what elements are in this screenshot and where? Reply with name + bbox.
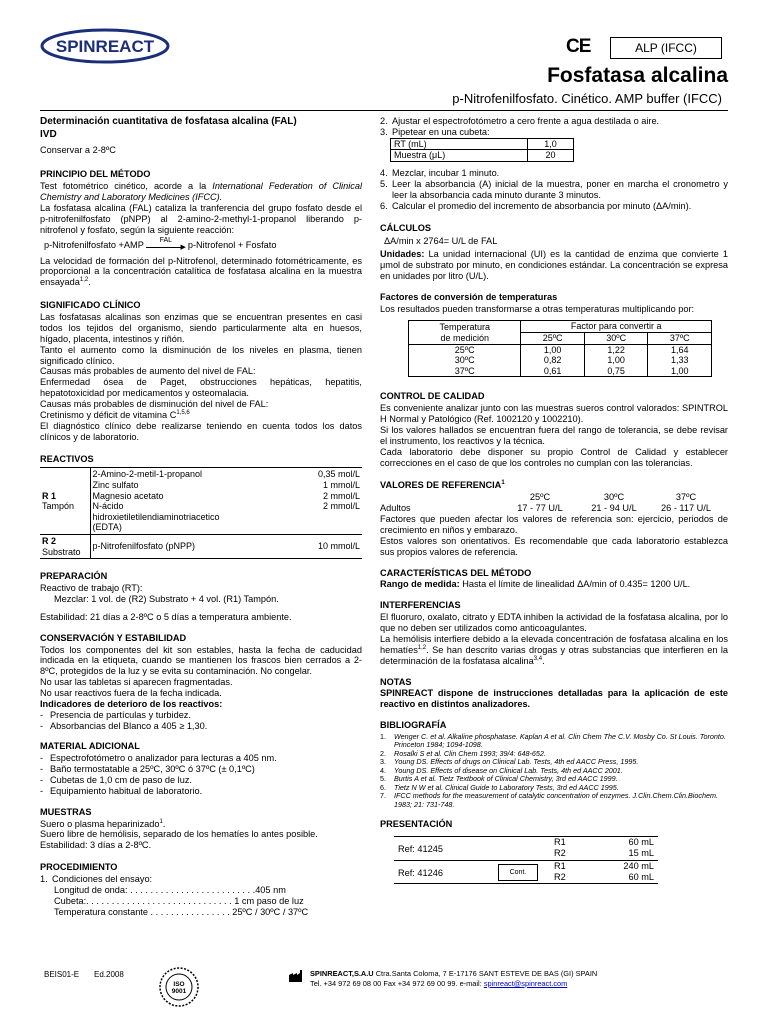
- interf-text: La hemólisis interfiere debido a la elevada concentración de fosfatasa alcalina en los hematíes: [380, 633, 728, 655]
- contact-line: [310, 979, 597, 989]
- list-item: [380, 201, 728, 212]
- arrow-line: [146, 247, 182, 248]
- kit-volume: 60 mL: [628, 872, 654, 883]
- kit-line: [554, 872, 654, 883]
- list-item: [380, 127, 728, 138]
- table-cell: 30ºC: [409, 355, 521, 366]
- control-title: CONTROL DE CALIDAD: [380, 391, 485, 402]
- cont-box: Cont.: [498, 864, 538, 881]
- list-item: - Cubetas de 1,0 cm de paso de luz.: [40, 775, 362, 786]
- r2-cell: [40, 535, 90, 559]
- ref-sup: 3,4: [533, 655, 543, 662]
- conversion-title: Factores de conversión de temperaturas: [380, 291, 558, 302]
- table-row: [394, 837, 658, 861]
- interf-text: . Se han descrito varias drogas y otras substancias que interfieren en la determinación de la fosfatasa alcalina: [380, 644, 728, 666]
- table-cell: Muestra (μL): [391, 150, 528, 162]
- table-cell: 37ºC: [409, 366, 521, 377]
- list-item: [380, 168, 728, 179]
- conservacion-title: CONSERVACIÓN Y ESTABILIDAD: [40, 632, 187, 643]
- table-cell: 1,00: [648, 366, 712, 377]
- svg-text:ISO: ISO: [173, 981, 185, 988]
- ref-sup: 1: [501, 480, 505, 487]
- calculos-title: CÁLCULOS: [380, 223, 432, 234]
- iso-seal-icon: [158, 966, 200, 1008]
- kit-contents: [554, 837, 654, 859]
- bibliography-list: [380, 733, 728, 809]
- table-header: 30ºC: [584, 333, 648, 345]
- list-item: - Presencia de partículas y turbidez.: [40, 710, 362, 721]
- referencia-p1: Factores que pueden afectar los valores de referencia son: ejercicio, periodos de crecimiento en niños y embarazo.: [380, 514, 728, 535]
- table-row: [391, 138, 574, 150]
- interferencias-p2: [380, 634, 728, 667]
- table-cell: 1,00: [521, 344, 585, 355]
- list-item: 3. Young DS. Effects of drugs on Clinical Lab. Tests, 4th ed AACC Press, 1995.: [380, 757, 639, 767]
- table-cell: 1,33: [648, 355, 712, 366]
- reaction-left: p-Nitrofenilfosfato +AMP: [44, 240, 144, 251]
- header-rule: [40, 110, 728, 111]
- ref-temp: 30ºC: [603, 492, 625, 503]
- table-cell: 0,75: [584, 366, 648, 377]
- clinico-p3: Causas más probables de aumento del nivel de FAL:: [40, 366, 256, 377]
- control-p2: Si los valores hallados se encuentran fuera del rango de tolerancia, se debe revisar el instrumento, los reactivos y la técnica.: [380, 425, 728, 446]
- procedure-list: [40, 874, 362, 885]
- reactivos-title: REACTIVOS: [40, 454, 94, 465]
- kit-reagent: R2: [554, 872, 566, 883]
- step-text: Condiciones del ensayo:: [52, 874, 153, 885]
- list-item: - Absorbancias del Blanco a 405 ≥ 1,30.: [40, 721, 362, 732]
- table-row: [409, 355, 712, 366]
- interferencias-p1: El fluoruro, oxalato, citrato y EDTA inhiben la actividad de la fosfatasa alcalina, por lo que no deben ser utilizados como anticoagulantes.: [380, 612, 728, 633]
- muestras-l1: Suero o plasma heparinizado$^1$.: [40, 818, 166, 829]
- notas-title: NOTAS: [380, 676, 412, 687]
- list-item: [380, 116, 728, 127]
- muestras-l3: Estabilidad: 3 días a 2-8ºC.: [40, 840, 152, 851]
- kit-reagent: R1: [554, 861, 566, 872]
- component: hidroxietiletilendiaminotriacetico: [92, 511, 220, 522]
- ref-text: Young DS. Effects of disease on Clinical Lab. Tests, 4th ed AACC 2001.: [394, 765, 623, 775]
- r1-components: [90, 468, 292, 535]
- ref-sup: 1,2: [417, 644, 427, 651]
- right-column: [380, 116, 728, 884]
- step-text: Mezclar, incubar 1 minuto.: [392, 167, 500, 178]
- procedure-list-cont: [380, 116, 728, 138]
- ref-temp: 25ºC: [529, 492, 551, 503]
- clinico-p2: Tanto el aumento como la disminución de los niveles en plasma, tienen significado clínico.: [40, 344, 362, 366]
- component: Zinc sulfato: [92, 479, 139, 490]
- condition-line: Cubeta:. . . . . . . . . . . . . . . . . . . . . . . . . . . . . 1 cm paso de luz: [54, 895, 304, 906]
- concentration: 2 mmol/L: [322, 501, 360, 512]
- referencia-p2: Estos valores son orientativos. Es recomendable que cada laboratorio establezca sus propios valores de referencia.: [380, 535, 728, 557]
- kit-line: [554, 837, 654, 848]
- table-cell: 1,00: [584, 355, 648, 366]
- concentration: 0,35 mol/L: [317, 469, 360, 480]
- company-address: Ctra.Santa Coloma, 7 E-17176 SANT ESTEVE DE BAS (GI) SPAIN: [373, 969, 598, 978]
- storage-text: Conservar a 2-8ºC: [40, 144, 116, 155]
- principio-p3: La velocidad de formación del p-Nitrofenol, determinado fotométricamente, es proporcional a la concentración catalítica de fosfatasa alcalina en la muestra ensayada$^{1,2}$.: [40, 255, 362, 288]
- units-text: [380, 249, 728, 282]
- doc-subtitle: p-Nitrofenilfosfato. Cinético. AMP buffer (IFCC): [452, 91, 722, 106]
- notas-text: SPINREACT dispone de instrucciones detalladas para la aplicación de este reactivo en distintos analizadores.: [380, 688, 728, 710]
- kit-contents: [554, 861, 654, 883]
- presentation-table: [394, 836, 658, 884]
- footer-address: [310, 969, 597, 988]
- product-code: ALP (IFCC): [610, 37, 722, 59]
- table-cell: 0,82: [521, 355, 585, 366]
- rango-label: Rango de medida:: [380, 579, 460, 590]
- doc-title: Fosfatasa alcalina: [547, 64, 728, 87]
- caracteristicas-text: [380, 579, 728, 590]
- ref-sup: 1,5,6: [176, 409, 190, 416]
- kit-line: [554, 848, 654, 859]
- reagents-table: [40, 467, 362, 559]
- logo-text: SPINREACT: [55, 37, 155, 56]
- spinreact-logo: [40, 28, 170, 64]
- procedure-list-cont2: [380, 168, 728, 211]
- email-link[interactable]: spinreact@spinreact.com: [483, 978, 568, 988]
- conversion-text: Los resultados pueden transformarse a otras temperaturas multiplicando por:: [380, 303, 695, 314]
- r2-value: 10 mmol/L: [292, 535, 363, 559]
- clinico-p5: Causas más probables de disminución del nivel de FAL:: [40, 398, 269, 409]
- factory-icon: [289, 970, 303, 982]
- bibliografia-title: BIBLIOGRAFÍA: [380, 720, 447, 731]
- principio-title: PRINCIPIO DEL MÉTODO: [40, 169, 151, 180]
- ref-text: Burtis A et al. Tietz Textbook of Clinical Chemistry, 3rd ed AACC 1999.: [394, 774, 618, 784]
- muestras-l1-text: Suero o plasma heparinizado: [40, 818, 160, 829]
- control-p1: Es conveniente analizar junto con las muestras sueros control valorados: SPINTROL H Normal y Patológico (Ref. 1002120 y 1002210).: [380, 403, 728, 425]
- conservacion-p3: No usar reactivos fuera de la fecha indicada.: [40, 687, 222, 698]
- r1-values: [292, 468, 363, 535]
- list-item: 7. IFCC methods for the measurement of catalytic concentration of enzymes. J.Clin.Chem.Clin.Biochem. 1983; 21: 731-748.: [380, 791, 718, 809]
- table-cell: 1,64: [648, 344, 712, 355]
- reaction-arrow: [146, 236, 186, 253]
- reaction-right: p-Nitrofenol + Fosfato: [187, 240, 277, 251]
- clinico-p6-text: Cretinismo y déficit de vitamina C: [40, 409, 177, 420]
- ref-text: Wenger C. et al. Alkaline phosphatase. Kaplan A et al. Clin Chem The C.V. Mosby Co. St Louis. Toronto. Princeton 1984; 1094-1098.: [394, 731, 726, 750]
- table-row: [391, 150, 574, 162]
- prep-line: Mezclar: 1 vol. de (R2) Substrato + 4 vol. (R1) Tampón.: [54, 593, 279, 604]
- reaction: [44, 236, 362, 253]
- kit-line: [554, 861, 654, 872]
- preparacion-title: PREPARACIÓN: [40, 571, 108, 582]
- component: 2-Amino-2-metil-1-propanol: [92, 469, 203, 480]
- principio-p2: La fosfatasa alcalina (FAL) cataliza la tranferencia del grupo fosfato desde el p-nitrofenilfosfato (pNPP) al 2-amino-2-methyl-1-propanol liberando p-nitrofenol y fosfato, según la siguiente reacción:: [40, 203, 362, 235]
- list-item: [380, 179, 728, 201]
- ref-values-grid: [380, 492, 728, 514]
- list-item: - Espectrofotómetro o analizador para lecturas a 405 nm.: [40, 753, 362, 764]
- caracteristicas-title: CARACTERÍSTICAS DEL MÉTODO: [380, 567, 532, 578]
- table-row: [409, 333, 712, 345]
- muestras-title: MUESTRAS: [40, 806, 92, 817]
- clinico-p7: El diagnóstico clínico debe realizarse teniendo en cuenta todos los datos clínicos y de laboratorio.: [40, 420, 362, 442]
- table-cell: 1,0: [528, 138, 574, 150]
- referencia-title-text: VALORES DE REFERENCIA: [380, 480, 502, 491]
- ref-value: 21 - 94 U/L: [591, 503, 637, 514]
- referencia-title: [380, 480, 728, 491]
- table-header: 25ºC: [521, 333, 585, 345]
- address-line: [310, 969, 597, 979]
- kit-volume: 240 mL: [623, 861, 654, 872]
- ref-text: IFCC methods for the measurement of catalytic concentration of enzymes. J.Clin.Chem.Clin.Biochem. 1983; 21: 731-748.: [394, 791, 718, 809]
- r2-label: R 2: [42, 536, 57, 546]
- list-item: 1. Wenger C. et al. Alkaline phosphatase. Kaplan A et al. Clin Chem The C.V. Mosby Co. St Louis. Toronto. Princeton 1984; 1094-1098.: [380, 731, 726, 750]
- r1-label: R 1: [42, 490, 57, 501]
- ref-text: Young DS. Effects of drugs on Clinical Lab. Tests, 4th ed AACC Press, 1995.: [394, 757, 639, 767]
- kit-volume: 15 mL: [628, 848, 654, 859]
- table-cell: RT (mL): [391, 138, 528, 150]
- ref-sup: 1: [159, 818, 163, 825]
- condition-line: Longitud de onda: . . . . . . . . . . . . . . . . . . . . . . . . .405 nm: [54, 884, 286, 895]
- ref-value: 17 - 77 U/L: [517, 503, 563, 514]
- step-number: 5.: [380, 178, 388, 189]
- arrow-head-icon: ▶: [180, 243, 186, 251]
- step-number: 2.: [380, 116, 388, 126]
- table-header: Temperatura: [409, 321, 521, 333]
- list-item: 6. Tietz N W et al. Clinical Guide to Laboratory Tests, 3rd ed AACC 1995.: [380, 782, 619, 792]
- step-number: 6.: [380, 200, 388, 211]
- step-number: 3.: [380, 126, 388, 137]
- ce-mark: CE: [566, 36, 591, 57]
- svg-text:9001: 9001: [171, 988, 187, 995]
- interf-text: .: [542, 655, 545, 666]
- table-header: 37ºC: [648, 333, 712, 345]
- list-item: 4. Young DS. Effects of disease on Clinical Lab. Tests, 4th ed AACC 2001.: [380, 765, 623, 775]
- conservacion-sub: Indicadores de deterioro de los reactivos:: [40, 698, 223, 709]
- conversion-table: [408, 320, 712, 377]
- r2-component: p-Nitrofenilfosfato (pNPP): [90, 535, 292, 559]
- component: (EDTA): [92, 522, 122, 533]
- kit-volume: 60 mL: [628, 837, 654, 848]
- conservacion-p2: No usar las tabletas si aparecen fragmentadas.: [40, 677, 233, 688]
- kit-ref: Ref: 41245: [398, 844, 443, 855]
- prep-line: Estabilidad: 21 días a 2-8ºC o 5 días a temperatura ambiente.: [40, 611, 292, 622]
- left-column: [40, 116, 362, 917]
- deterioro-list: [40, 710, 362, 732]
- r1-cell: [40, 468, 90, 535]
- table-row: [40, 468, 362, 535]
- table-header: de medición: [409, 333, 521, 345]
- pipette-table: [390, 138, 574, 162]
- footer-code: BEIS01-E: [44, 970, 80, 979]
- table-row: [409, 366, 712, 377]
- ivd-label: IVD: [40, 128, 57, 140]
- table-cell: 25ºC: [409, 344, 521, 355]
- procedimiento-title: PROCEDIMIENTO: [40, 862, 118, 873]
- list-item: 1. Condiciones del ensayo:: [40, 874, 153, 885]
- list-item: - Equipamiento habitual de laboratorio.: [40, 786, 362, 797]
- ref-temp: 37ºC: [675, 492, 697, 503]
- principio-p3-text: La velocidad de formación del p-Nitrofenol, determinado fotométricamente, es proporcional a la concentración catalítica de fosfatasa alcalina en la muestra ensayada: [40, 255, 362, 288]
- presentacion-title: PRESENTACIÓN: [380, 819, 453, 830]
- table-row: [409, 344, 712, 355]
- component: N-ácido: [92, 501, 124, 512]
- ref-text: Rosalki S et al. Clin Chem 1993; 39/4: 648-652.: [394, 748, 546, 758]
- step-number: 4.: [380, 167, 388, 178]
- units-body: La unidad internacional (UI) es la cantidad de enzima que convierte 1 μmol de substrato por minuto, en condiciones estándar. La concentración se expresa en unidades por litro (U/L).: [380, 249, 728, 281]
- ref-value: 26 - 117 U/L: [661, 503, 711, 514]
- interferencias-title: INTERFERENCIAS: [380, 600, 461, 611]
- conservacion-p1: Todos los componentes del kit son estables, hasta la fecha de caducidad indicada en la etiqueta, cuando se mantienen los frascos bien cerrados a 2-8ºC, protegidos de la luz y se evita su contaminación. No congelar.: [40, 644, 362, 677]
- list-item: - Baño termostatable a 25ºC, 30ºC ó 37ºC (± 0,1ºC): [40, 764, 362, 775]
- muestras-l2: Suero libre de hemólisis, separado de los hematíes lo antes posible.: [40, 829, 318, 840]
- condition-line: Temperatura constante . . . . . . . . . . . . . . . . 25ºC / 30ºC / 37ºC: [54, 906, 309, 917]
- clinico-p1: Las fosfatasas alcalinas son enzimas que se encuentran presentes en casi todos los tejidos del organismo, siendo particularmente alta en huesos, hígado, placenta, intestinos y riñón.: [40, 312, 362, 344]
- ref-sup: 1,2: [79, 277, 89, 284]
- clinico-title: SIGNIFICADO CLÍNICO: [40, 300, 141, 311]
- principio-p1-text: Test fotométrico cinético, acorde a la: [40, 181, 213, 192]
- table-cell: 20: [528, 150, 574, 162]
- table-row: [394, 861, 658, 885]
- table-row: [409, 321, 712, 333]
- ifcc-name: International Federation of Clinical Chemistry and Laboratory Medicines (IFCC).: [40, 181, 362, 203]
- prep-line: Reactivo de trabajo (RT):: [40, 583, 143, 594]
- calc-formula: ΔA/min x 2764= U/L de FAL: [384, 236, 498, 247]
- footer-edition: Ed.2008: [94, 970, 124, 979]
- clinico-p6: [40, 410, 362, 421]
- step-text: Calcular el promedio del incremento de absorbancia por minuto (ΔA/min).: [392, 200, 692, 211]
- table-cell: 0,61: [521, 366, 585, 377]
- concentration: 2 mmol/L: [322, 490, 360, 501]
- units-label: Unidades:: [380, 249, 425, 260]
- material-title: MATERIAL ADICIONAL: [40, 741, 140, 752]
- control-p3: Cada laboratorio debe disponer su propio Control de Calidad y establecer correcciones en el caso de que los controles no cumplan con las tolerancias.: [380, 446, 728, 468]
- r2-sub: Substrato: [42, 546, 81, 557]
- reaction-enzyme: FAL: [159, 236, 173, 244]
- ref-label: Adultos: [380, 503, 411, 514]
- material-list: [40, 753, 362, 796]
- company-name: SPINREACT,S.A.U: [310, 969, 374, 978]
- table-row: [40, 535, 362, 559]
- r1-sub: Tampón: [42, 501, 75, 512]
- principio-p1: [40, 181, 362, 203]
- step-text: Leer la absorbancia (A) inicial de la muestra, poner en marcha el cronometro y leer la absorbancia cada minuto durante 3 minutos.: [392, 178, 728, 200]
- clinico-p4: Enfermedad ósea de Paget, obstrucciones hepáticas, hepatitis, hepatotoxicidad por medicamentos y osteomalacia.: [40, 377, 362, 399]
- list-item: 5. Burtis A et al. Tietz Textbook of Clinical Chemistry, 3rd ed AACC 1999.: [380, 774, 618, 784]
- kit-reagent: R1: [554, 837, 566, 848]
- rango-text: Hasta el límite de linealidad ΔA/min of 0.435= 1200 U/L.: [459, 579, 691, 590]
- kit-reagent: R2: [554, 848, 566, 859]
- contact-text: Tel. +34 972 69 08 00 Fax +34 972 69 00 99. e-mail:: [310, 978, 484, 988]
- table-cell: 1,22: [584, 344, 648, 355]
- step-text: Pipetear en una cubeta:: [392, 126, 490, 137]
- intro-title: Determinación cuantitativa de fosfatasa alcalina (FAL): [40, 116, 297, 127]
- step-text: Ajustar el espectrofotómetro a cero frente a agua destilada o aire.: [392, 116, 660, 126]
- table-header: Factor para convertir a: [521, 321, 712, 333]
- kit-ref: Ref: 41246: [398, 868, 443, 879]
- concentration: 1 mmol/L: [322, 479, 360, 490]
- ref-text: Tietz N W et al. Clinical Guide to Laboratory Tests, 3rd ed AACC 1995.: [394, 782, 619, 792]
- list-item: 2. Rosalki S et al. Clin Chem 1993; 39/4: 648-652.: [380, 748, 546, 758]
- component: Magnesio acetato: [92, 490, 164, 501]
